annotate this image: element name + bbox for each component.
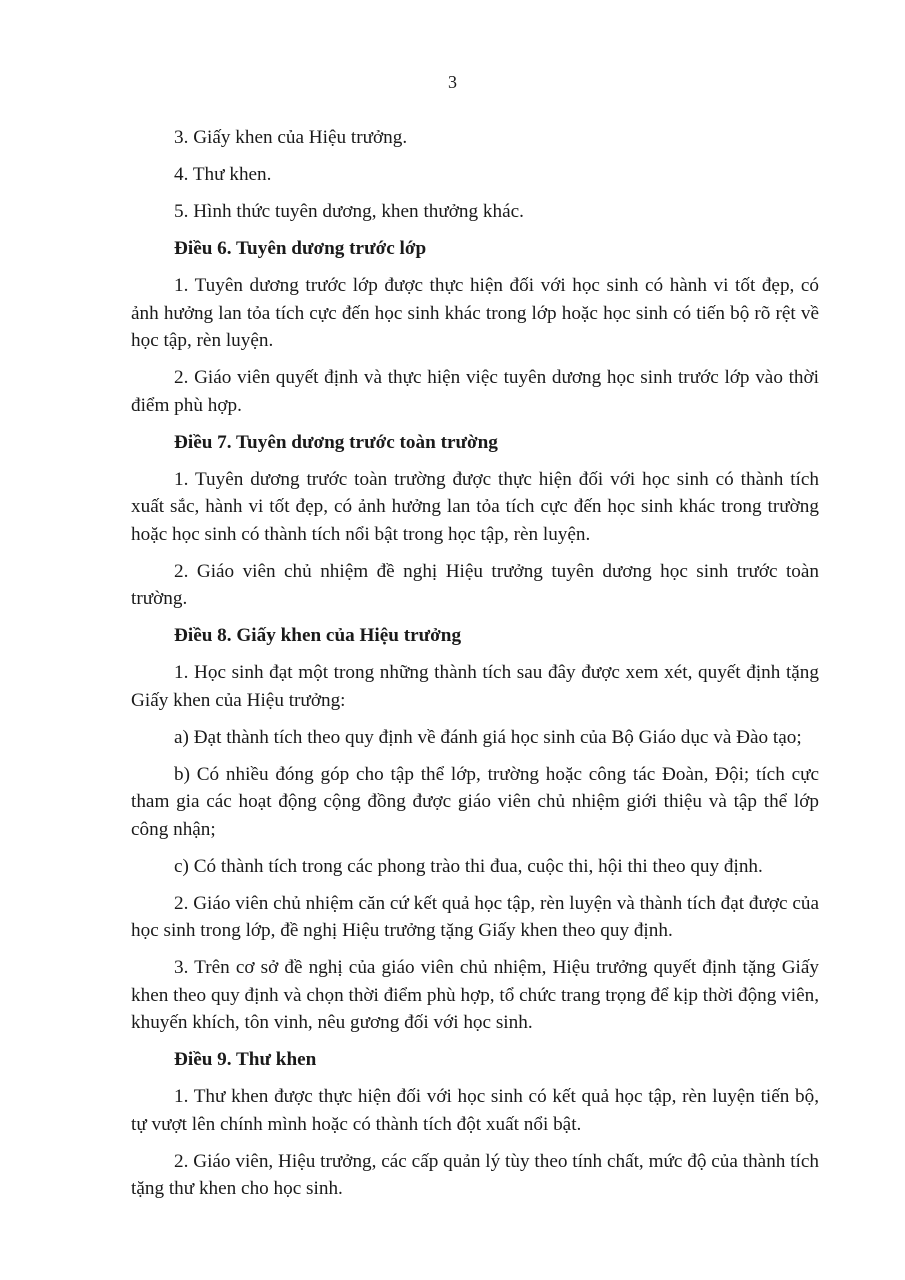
article-heading: Điều 8. Giấy khen của Hiệu trưởng [174,625,462,646]
list-item: 5. Hình thức tuyên dương, khen thưởng khác. [174,201,524,222]
article-heading: Điều 7. Tuyên dương trước toàn trường [174,431,498,453]
article-paragraph: 3. Trên cơ sở đề nghị của giáo viên chủ nhiệm, Hiệu trưởng quyết định tặng Giấy khen theo quy định và chọn thời điểm phù hợp, tổ chức trang trọng để kịp thời động viên, khuyến khích, tôn vinh, nêu gương đối với học sinh. [131,957,819,1033]
article-paragraph: 2. Giáo viên chủ nhiệm đề nghị Hiệu trưởng tuyên dương học sinh trước toàn trường. [131,560,819,609]
article-paragraph: c) Có thành tích trong các phong trào thi đua, cuộc thi, hội thi theo quy định. [174,855,763,877]
article-heading: Điều 9. Thư khen [174,1049,317,1070]
list-item: 4. Thư khen. [174,164,272,185]
article-paragraph: a) Đạt thành tích theo quy định về đánh giá học sinh của Bộ Giáo dục và Đào tạo; [174,726,802,748]
page-number: 3 [448,72,457,92]
article-paragraph: 2. Giáo viên, Hiệu trưởng, các cấp quản lý tùy theo tính chất, mức độ của thành tích tặng thư khen cho học sinh. [131,1150,819,1199]
document-body [131,124,819,1212]
list-item: 3. Giấy khen của Hiệu trưởng. [174,127,408,148]
article-paragraph: 1. Thư khen được thực hiện đối với học sinh có kết quả học tập, rèn luyện tiến bộ, tự vượt lên chính mình hoặc có thành tích đột xuất nổi bật. [131,1086,819,1135]
article-paragraph: 2. Giáo viên quyết định và thực hiện việc tuyên dương học sinh trước lớp vào thời điểm phù hợp. [131,367,819,416]
article-paragraph: 1. Học sinh đạt một trong những thành tích sau đây được xem xét, quyết định tặng Giấy khen của Hiệu trưởng: [131,662,819,711]
article-paragraph: b) Có nhiều đóng góp cho tập thể lớp, trường hoặc công tác Đoàn, Đội; tích cực tham gia các hoạt động cộng đồng được giáo viên chủ nhiệm giới thiệu và tập thể lớp công nhận; [131,763,819,840]
article-paragraph: 2. Giáo viên chủ nhiệm căn cứ kết quả học tập, rèn luyện và thành tích đạt được của học sinh trong lớp, đề nghị Hiệu trưởng tặng Giấy khen theo quy định. [131,892,819,941]
article-paragraph: 1. Tuyên dương trước lớp được thực hiện đối với học sinh có hành vi tốt đẹp, có ảnh hưởng lan tỏa tích cực đến học sinh khác trong lớp hoặc học sinh có tiến bộ rõ rệt về học tập, rèn luyện. [131,275,819,351]
article-heading: Điều 6. Tuyên dương trước lớp [174,238,427,259]
article-paragraph: 1. Tuyên dương trước toàn trường được thực hiện đối với học sinh có thành tích xuất sắc, hành vi tốt đẹp, có ảnh hưởng lan tỏa tích cực đến học sinh khác trong trường hoặc học sinh có thành tích nổi bật trong học tập, rèn luyện. [131,468,819,545]
